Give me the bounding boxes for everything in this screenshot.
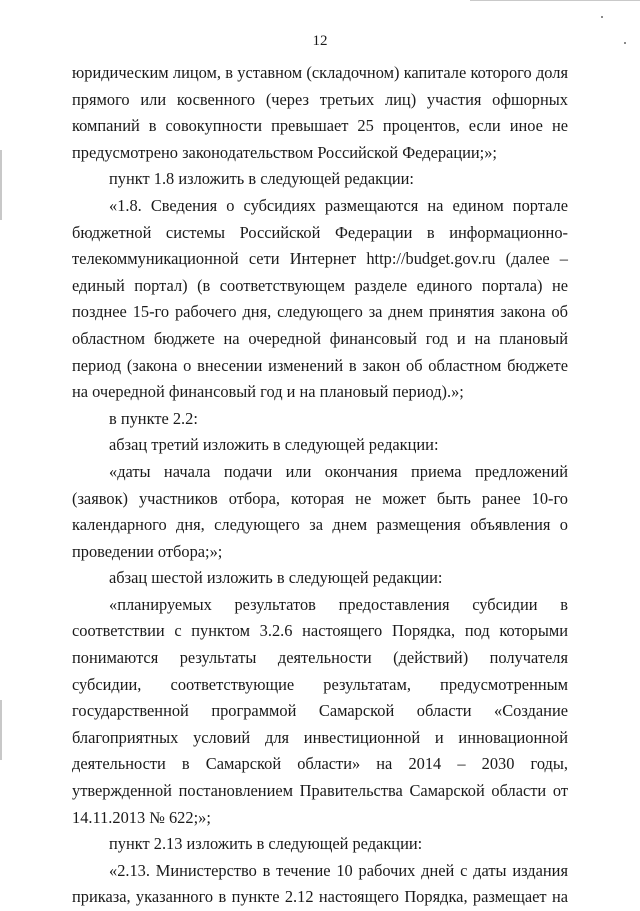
paragraph-5: абзац третий изложить в следующей редакции: — [109, 435, 439, 455]
paragraph-7: абзац шестой изложить в следующей редакции: — [109, 568, 443, 588]
scan-speck — [601, 16, 603, 18]
paragraph-2: пункт 1.8 изложить в следующей редакции: — [109, 169, 414, 189]
scan-left-edge — [0, 150, 2, 220]
page-number: 12 — [312, 33, 328, 49]
paragraph-1: юридическим лицом, в уставном (складочном) капитале которого доля прямого или косвенного (через третьих лиц) участия офшорных компаний в совокупности превышает 25 процентов, если иное не предусмотрено законодательством Российской Федерации;»; — [72, 63, 568, 162]
document-body — [72, 60, 568, 911]
paragraph-8: «планируемых результатов предоставления субсидии в соответствии с пунктом 3.2.6 настоящего Порядка, под которыми понимаются результаты деятельности (действий) получателя субсидии, соответствующие результатам, предусмотренным государственной программой Самарской области «Создание благоприятных условий для инвестиционной и инновационной деятельности в Самарской области» на 2014 – 2030 годы, утвержденной постановлением Правительства Самарской области от 14.11.2013 № 622;»; — [72, 594, 568, 827]
paragraph-10: «2.13. Министерство в течение 10 рабочих дней с даты издания приказа, указанного в пункте 2.12 настоящего Порядка, размещает на — [72, 860, 568, 907]
scan-left-edge — [0, 700, 2, 760]
paragraph-3: «1.8. Сведения о субсидиях размещаются на едином портале бюджетной системы Российской Федерации в информационно-телекоммуникационной сети Интернет http://budget.gov.ru (далее – единый портал) (в соответствующем разделе единого портала) не позднее 15-го рабочего дня, следующего за днем принятия закона об областном бюджете на очередной финансовый год и на плановый период (закона о внесении изменений в закон об областном бюджете на очередной финансовый год и на плановый период).»; — [72, 195, 568, 402]
paragraph-6: «даты начала подачи или окончания приема предложений (заявок) участников отбора, которая не может быть ранее 10-го календарного дня, следующего за днем размещения объявления о проведении отбора;»; — [72, 461, 568, 561]
paragraph-4: в пункте 2.2: — [109, 408, 198, 428]
scan-edge-line — [470, 0, 640, 1]
paragraph-9: пункт 2.13 изложить в следующей редакции: — [109, 834, 423, 854]
